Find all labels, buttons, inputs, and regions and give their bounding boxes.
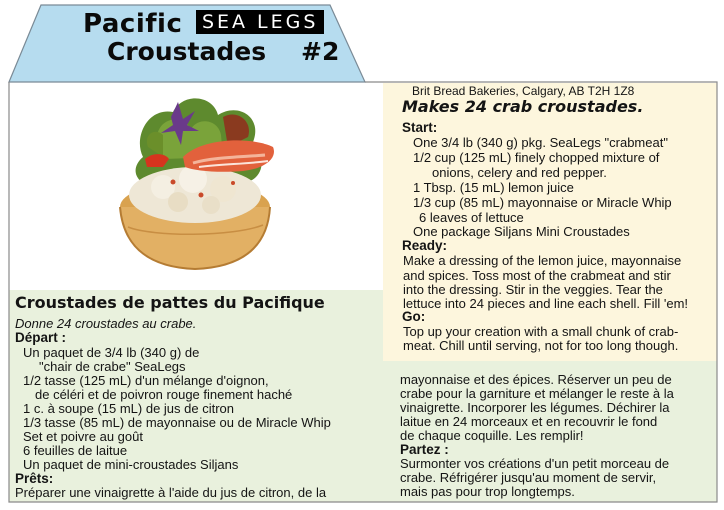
- ingredient-item: Un paquet de mini-croustades Siljans: [23, 457, 239, 472]
- bakery-credit: Brit Bread Bakeries, Calgary, AB T2H 1Z8: [412, 84, 635, 98]
- ready-line: lettuce into 24 pieces and line each shell. Fill 'em!: [403, 296, 689, 311]
- ingredient-item: One 3/4 lb (340 g) pkg. SeaLegs "crabmeat": [413, 135, 668, 150]
- french-partez-label: Partez :: [400, 442, 449, 457]
- ingredient-item: "chair de crabe" SeaLegs: [39, 359, 186, 374]
- go-line: Top up your creation with a small chunk of crab-: [403, 324, 679, 339]
- english-title: Makes 24 crab croustades.: [402, 97, 644, 116]
- recipe-card: [3, 3, 719, 506]
- ingredient-item: One package Siljans Mini Croustades: [413, 224, 630, 239]
- prets-cont-line: mayonnaise et des épices. Réserver un peu de: [400, 372, 672, 387]
- ready-line: and spices. Toss most of the crabmeat and stir: [403, 268, 671, 283]
- ingredient-item: de céléri et de poivron rouge finement haché: [35, 387, 293, 402]
- ready-line: Make a dressing of the lemon juice, mayonnaise: [403, 253, 682, 268]
- ingredient-item: onions, celery and red pepper.: [432, 165, 607, 180]
- partez-line: Surmonter vos créations d'un petit morceau de: [400, 456, 670, 471]
- prets-line: Préparer une vinaigrette à l'aide du jus de citron, de la: [15, 485, 327, 500]
- go-line: meat. Chill until serving, not for too long though.: [403, 338, 679, 353]
- english-go-label: Go:: [402, 309, 426, 324]
- prets-cont-line: vinaigrette. Incorporer les légumes. Déchirer la: [400, 400, 670, 415]
- ingredient-item: 6 leaves of lettuce: [419, 210, 524, 225]
- english-ready-label: Ready:: [402, 238, 448, 253]
- french-subtitle: Donne 24 croustades au crabe.: [15, 316, 197, 331]
- prets-cont-line: de chaque coquille. Les remplir!: [400, 428, 584, 443]
- ingredient-item: 1 c. à soupe (15 mL) de jus de citron: [23, 401, 235, 416]
- partez-line: mais pas pour trop longtemps.: [400, 484, 575, 499]
- ingredient-item: 1/3 tasse (85 mL) de mayonnaise ou de Miracle Whip: [23, 415, 331, 430]
- ready-line: into the dressing. Stir in the veggies. Tear the: [403, 282, 663, 297]
- prets-cont-line: laitue en 24 morceaux et en recouvrir le fond: [400, 414, 658, 429]
- ingredient-item: 6 feuilles de laitue: [23, 443, 128, 458]
- recipe-number: #2: [301, 37, 340, 66]
- ingredient-item: Un paquet de 3/4 lb (340 g) de: [23, 345, 200, 360]
- crab-croustade-photo-icon: [103, 87, 293, 287]
- partez-line: crabe. Réfrigérer jusqu'au moment de servir,: [400, 470, 657, 485]
- english-start-label: Start:: [402, 120, 438, 135]
- ingredient-item: 1/2 tasse (125 mL) d'un mélange d'oignon,: [23, 373, 269, 388]
- title-word: Pacific: [83, 9, 183, 39]
- french-depart-label: Départ :: [15, 330, 67, 345]
- prets-cont-line: crabe pour la garniture et mélanger le reste à la: [400, 386, 674, 401]
- french-prets-label: Prêts:: [15, 471, 54, 486]
- title-line-1: [83, 9, 324, 39]
- ingredient-item: 1/3 cup (85 mL) mayonnaise or Miracle Whip: [413, 195, 672, 210]
- ingredient-item: 1/2 cup (125 mL) finely chopped mixture of: [413, 150, 660, 165]
- sealegs-logo: SEA LEGS: [196, 10, 324, 34]
- ingredient-item: Set et poivre au goût: [23, 429, 143, 444]
- ingredient-item: 1 Tbsp. (15 mL) lemon juice: [413, 180, 574, 195]
- french-title: Croustades de pattes du Pacifique: [15, 293, 325, 312]
- title-subtitle: Croustades: [107, 37, 267, 66]
